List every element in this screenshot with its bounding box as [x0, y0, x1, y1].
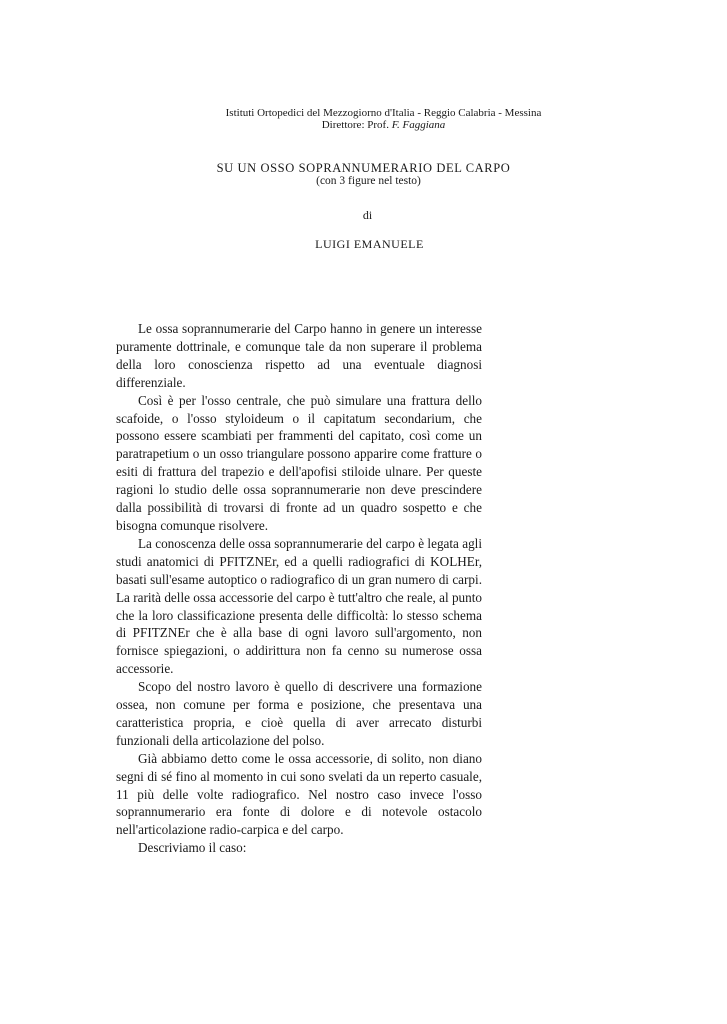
- institution-name: Istituti Ortopedici del Mezzogiorno d'Italia - Reggio Calabria - Messina: [225, 107, 542, 119]
- institution-header: [0, 107, 727, 131]
- article-title: SU UN OSSO SOPRANNUMERARIO DEL CARPO: [216, 161, 511, 175]
- director-name: F. Faggiana: [391, 119, 446, 131]
- paragraph: La conoscenza delle ossa soprannumerarie del carpo è legata agli studi anatomici di PFITZNEr, ed a quelli radiografici di KOLHEr, basati sull'esame autoptico o radiografico di un gran numero di carpi. La rarità delle ossa accessorie del carpo è tutt'altro che reale, al punto che la loro classificazione presenta delle difficoltà: lo stesso schema di PFITZNEr che è alla base di ogni lavoro sull'argomento, non fornisce spiegazioni, o addirittura non fa cenno su numerose ossa accessorie.: [116, 535, 482, 677]
- title-block: [0, 161, 727, 188]
- paragraph: Già abbiamo detto come le ossa accessorie, di solito, non diano segni di sé fino al momento in cui sono svelati da un reperto casuale, 11 più delle volte radiografico. Nel nostro caso invece l'osso soprannumerario era fonte di dolore e di notevole ostacolo nell'articolazione radio-carpica e del carpo.: [116, 750, 482, 838]
- paragraph: Così è per l'osso centrale, che può simulare una frattura dello scafoide, o l'osso styloideum o il capitatum secondarium, che possono essere scambiati per frammenti del capitato, così come un paratrapetium o un osso triangulare possono apparire come fratture o esiti di frattura del trapezio e dell'apofisi stiloide ulnare. Per queste ragioni lo studio delle ossa soprannumerarie non deve prescindere dalla possibilità di trovarsi di fronte ad un quadro sospetto e che bisogna comunque risolvere.: [116, 392, 482, 533]
- director-prefix: Direttore: Prof.: [321, 119, 392, 131]
- paragraph: Scopo del nostro lavoro è quello di descrivere una formazione ossea, non comune per forma e posizione, che presentava una caratteristica propria, e cioè quella di aver arrecato disturbi funzionali della articolazione del polso.: [116, 679, 482, 748]
- by-line: di: [362, 208, 373, 222]
- paragraph: Descriviamo il caso:: [138, 840, 247, 856]
- article-subtitle: (con 3 figure nel testo): [316, 175, 421, 187]
- director-line: [0, 119, 727, 131]
- body-text: [116, 320, 482, 857]
- author-name: LUIGI EMANUELE: [315, 237, 424, 251]
- paragraph: Le ossa soprannumerarie del Carpo hanno in genere un interesse puramente dottrinale, e comunque tale da non superare il problema della loro conoscienza rispetto ad una eventuale diagnosi differenziale.: [116, 321, 482, 390]
